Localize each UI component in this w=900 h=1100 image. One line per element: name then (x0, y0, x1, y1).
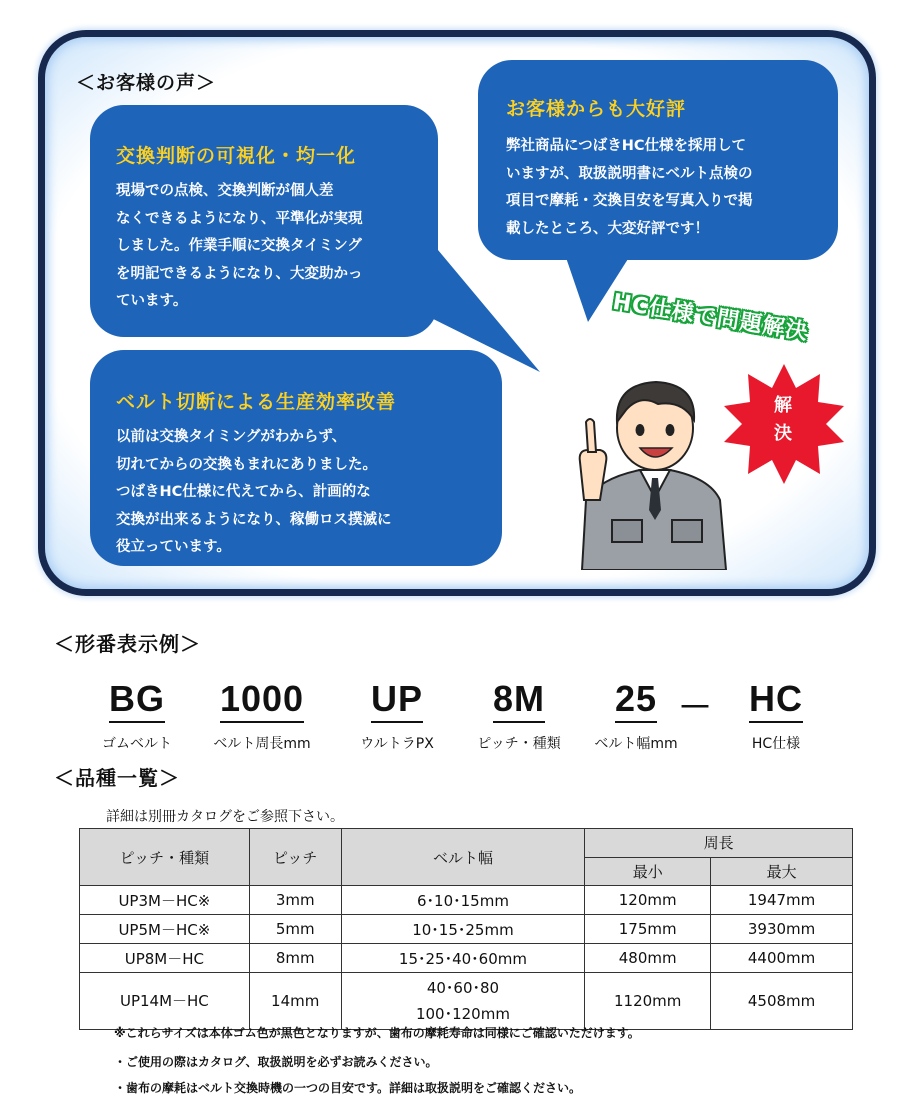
header-width: ベルト幅 (341, 829, 585, 886)
cell-width: 10･15･25mm (341, 915, 585, 944)
code-part-bg (86, 679, 188, 753)
bubble-line: つばきHC仕様に代えてから、計画的な (116, 484, 371, 500)
bubble-title: お客様からも大好評 (506, 98, 687, 120)
footnote: ・歯布の摩耗はベルト交換時機の一つの目安です。詳細は取扱説明をご確認ください。 (114, 1081, 582, 1095)
cell-type: UP3M－HC※ (80, 886, 250, 915)
code-part-length (206, 679, 318, 753)
cell-pitch: 3mm (249, 886, 341, 915)
code-part-hc (736, 679, 816, 753)
code-part-pitch (466, 679, 572, 753)
badge-label (758, 392, 808, 448)
bubble-title: ベルト切断による生産効率改善 (116, 391, 397, 413)
footnote: ※これらサイズは本体ゴム色が黒色となりますが、歯布の摩耗寿命は同様にご確認いただけます。 (114, 1026, 640, 1040)
code-description: ベルト幅mm (594, 736, 678, 752)
bubble-line: ています。 (116, 293, 188, 309)
voice-bubble-efficiency (90, 350, 502, 566)
cell-pitch: 14mm (249, 973, 341, 1030)
cell-width: 6･10･15mm (341, 886, 585, 915)
bubble-line: 弊社商品につばきHC仕様を採用して (506, 138, 746, 154)
bubble-line: 以前は交換タイミングがわからず、 (116, 429, 347, 445)
badge-char: 解 (774, 395, 792, 416)
bubble-line: 切れてからの交換もまれにありました。 (116, 456, 377, 473)
table-row (80, 973, 853, 1030)
header-min: 最小 (585, 857, 711, 886)
code-description: ウルトラPX (360, 736, 434, 752)
cell-max: 4508mm (711, 973, 853, 1030)
bubble-line: しました。作業手順に交換タイミング (116, 238, 362, 254)
code-separator: － (678, 689, 712, 727)
cell-width (341, 973, 585, 1030)
table-row (80, 886, 853, 915)
code-text: HC (749, 679, 803, 723)
catalog-note: 詳細は別冊カタログをご参照下さい。 (106, 809, 344, 825)
code-part-width (586, 679, 686, 753)
cell-width-line: 40･60･80 (426, 979, 500, 997)
voice-bubble-popular (478, 60, 838, 260)
table-row (80, 944, 853, 973)
cell-min: 1120mm (585, 973, 711, 1030)
table-row (80, 915, 853, 944)
bubble-line: 役立っています。 (116, 539, 231, 555)
variety-list-heading: ＜品種一覧＞ (54, 766, 180, 790)
bubble-line: 項目で摩耗・交換目安を写真入りで掲 (506, 193, 753, 209)
cell-type: UP8M－HC (80, 944, 250, 973)
model-example-heading: ＜形番表示例＞ (54, 632, 201, 656)
code-description: ベルト周長mm (213, 736, 311, 752)
header-max: 最大 (711, 857, 853, 886)
cell-min: 480mm (585, 944, 711, 973)
bubble-line: を明記できるようになり、大変助かっ (116, 265, 363, 282)
cell-pitch: 5mm (249, 915, 341, 944)
cell-min: 120mm (585, 886, 711, 915)
cell-max: 1947mm (711, 886, 853, 915)
header-length: 周長 (585, 829, 853, 858)
cell-max: 3930mm (711, 915, 853, 944)
code-text: UP (371, 679, 423, 723)
cell-pitch: 8mm (249, 944, 341, 973)
hc-solution-slogan: HC仕様で問題解決 (610, 289, 810, 346)
badge-char: 決 (774, 423, 792, 444)
bubble-line: 交換が出来るようになり、稼働ロス撲滅に (116, 511, 392, 528)
header-pitch: ピッチ (249, 829, 341, 886)
code-text: 25 (615, 679, 657, 723)
code-text: 8M (493, 679, 545, 723)
customer-voice-heading: ＜お客様の声＞ (76, 72, 217, 94)
worker-illustration (560, 370, 740, 570)
footnote: ・ご使用の際はカタログ、取扱説明を必ずお読みください。 (114, 1055, 438, 1069)
cell-width: 15･25･40･60mm (341, 944, 585, 973)
bubble-line: なくできるようになり、平準化が実現 (116, 210, 363, 227)
bubble-line: 現場での点検、交換判断が個人差 (116, 183, 334, 199)
header-type: ピッチ・種類 (80, 829, 250, 886)
code-part-up (346, 679, 448, 753)
code-text: BG (109, 679, 165, 723)
cell-max: 4400mm (711, 944, 853, 973)
code-description: ピッチ・種類 (477, 736, 561, 752)
bubble-title: 交換判断の可視化・均一化 (116, 145, 357, 167)
voice-bubble-visualization (90, 105, 438, 337)
cell-min: 175mm (585, 915, 711, 944)
bubble-line: 載したところ、大変好評です！ (506, 220, 709, 237)
cell-width-line: 100･120mm (415, 1005, 510, 1023)
code-description: ゴムベルト (102, 736, 172, 752)
variety-table (79, 828, 853, 1030)
code-description: HC仕様 (751, 736, 801, 752)
code-text: 1000 (220, 679, 304, 723)
bubble-line: いますが、取扱説明書にベルト点検の (506, 165, 753, 182)
cell-type: UP5M－HC※ (80, 915, 250, 944)
cell-type: UP14M－HC (80, 973, 250, 1030)
